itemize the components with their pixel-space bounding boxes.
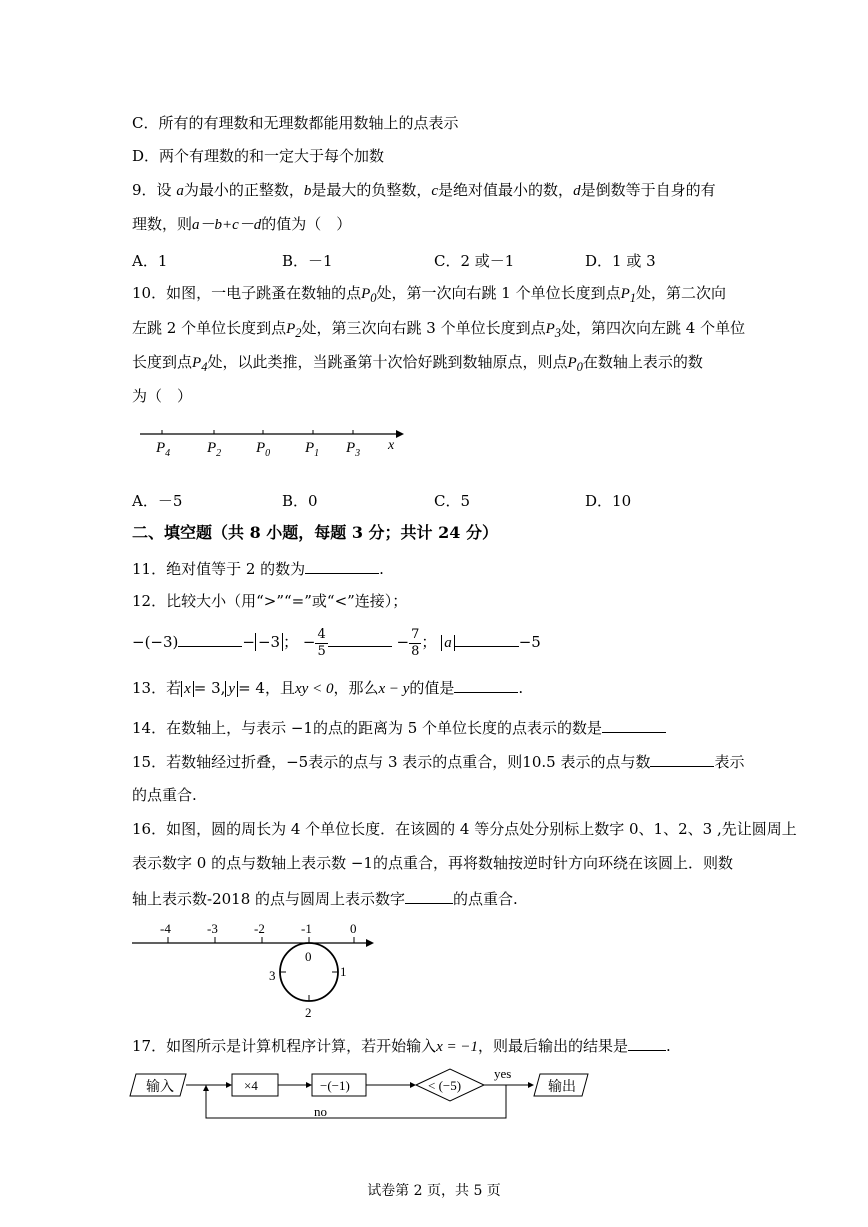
q9-option-c: C．2 或－1 [434,252,515,270]
q16-figure [128,916,378,1026]
answer-blank [305,557,379,574]
tick-label: -3 [207,921,218,936]
q9-option-b: B．－1 [282,252,333,270]
flow-mult: ×4 [244,1078,258,1093]
answer-blank [650,750,714,767]
flow-sub: −(−1) [320,1078,350,1093]
fraction: $\frac{4}{5}$ [317,626,326,659]
arrow-icon [306,1082,312,1088]
circle-label-2: 2 [305,1005,312,1020]
q10-option-c: C．5 [434,492,471,510]
q11: 11．绝对值等于 2 的数为 . [132,557,384,579]
q15-line1: 15．若数轴经过折叠，−5表示的点与 3 表示的点重合，则10.5 表示的点与数 表示 [132,750,744,772]
q10-option-a: A．－5 [132,492,183,510]
answer-blank [328,630,392,647]
q17-flowchart [128,1066,598,1130]
label-p2: $P_2$ [207,440,222,459]
q10-number-line [140,425,410,465]
flow-input: 输入 [146,1080,174,1095]
arrow-icon [528,1082,534,1088]
q10-line2: 左跳 2 个单位长度到点$P_2$处，第三次向右跳 3 个单位长度到点$P_3$处，第四次向左跳 4 个单位 [132,319,746,340]
q16-line2: 表示数字 0 的点与数轴上表示数 −1的点重合，再将数轴按逆时针方向环绕在该圆上．则数 [132,854,733,872]
q10-line4: 为（ ） [132,387,193,405]
q8-option-d: D．两个有理数的和一定大于每个加数 [132,147,385,165]
flow-output: 输出 [548,1080,576,1095]
answer-blank [178,630,242,647]
q10-option-d: D．10 [585,492,632,510]
label-p0: $P_0$ [256,440,271,459]
label-x: x [388,438,395,453]
q9-line2: 理数，则a－b+c－d的值为（ ） [132,215,352,233]
answer-blank [628,1034,666,1051]
answer-blank [602,716,666,733]
label-p1: $P_1$ [305,440,320,459]
q10-line3: 长度到点$P_4$处，以此类推，当跳蚤第十次恰好跳到数轴原点，则点$P_0$在数轴上表示的数 [132,353,703,374]
answer-blank [405,887,453,904]
q9-line1: 9．设 a为最小的正整数，b是最大的负整数，c是绝对值最小的数，d是倒数等于自身的有 [132,181,716,199]
tick-label: -2 [254,921,265,936]
q14: 14．在数轴上，与表示 −1的点的距离为 5 个单位长度的点表示的数是 [132,716,666,738]
arrow-icon [203,1085,209,1091]
flow-no: no [314,1104,327,1119]
q16-line1: 16．如图，圆的周长为 4 个单位长度．在该圆的 4 等分点处分别标上数字 0、1、2、3 ,先让圆周上 [132,820,797,838]
q9-option-d: D．1 或 3 [585,252,656,270]
q12-expressions: −(−3) − −3 ； − $\frac{4}{5}$ − $\frac{7}{8}$ ； a −5 [132,626,541,659]
arrow-icon [226,1082,232,1088]
circle-label-1: 1 [340,964,347,979]
flow-cond: < (−5) [428,1078,462,1093]
tick-label: -4 [160,921,171,936]
tick-label: 0 [350,921,357,936]
fraction: $\frac{7}{8}$ [411,626,420,659]
answer-blank [455,630,519,647]
q15-line2: 的点重合. [132,786,197,804]
q16-line3: 轴上表示数-2018 的点与圆周上表示数字 的点重合. [132,887,518,909]
circle-label-0: 0 [305,949,312,964]
q9-option-a: A．1 [132,252,168,270]
q8-option-c: C．所有的有理数和无理数都能用数轴上的点表示 [132,114,459,132]
q12-title: 12．比较大小（用“>”“=”或“<”连接）； [132,592,408,610]
q10-option-b: B．0 [282,492,318,510]
q17: 17．如图所示是计算机程序计算，若开始输入x = −1，则最后输出的结果是 . [132,1034,671,1057]
q10-line1: 10．如图，一电子跳蚤在数轴的点$P_0$处，第一次向右跳 1 个单位长度到点$P_1$处，第二次向 [132,284,727,305]
section-title: 二、填空题（共 8 小题，每题 3 分；共计 24 分） [132,523,498,542]
label-p3: $P_3$ [346,440,361,459]
tick-label: -1 [301,921,312,936]
answer-blank [454,676,518,693]
page-footer: 试卷第 2 页，共 5 页 [367,1183,501,1199]
q13: 13．若 x = 3, y = 4，且xy < 0，那么x − y的值是 . [132,676,523,699]
arrow-icon [396,430,404,438]
label-p4: $P_4$ [156,440,171,459]
arrow-icon [366,939,374,947]
circle-label-3: 3 [269,968,276,983]
flow-yes: yes [494,1066,512,1081]
